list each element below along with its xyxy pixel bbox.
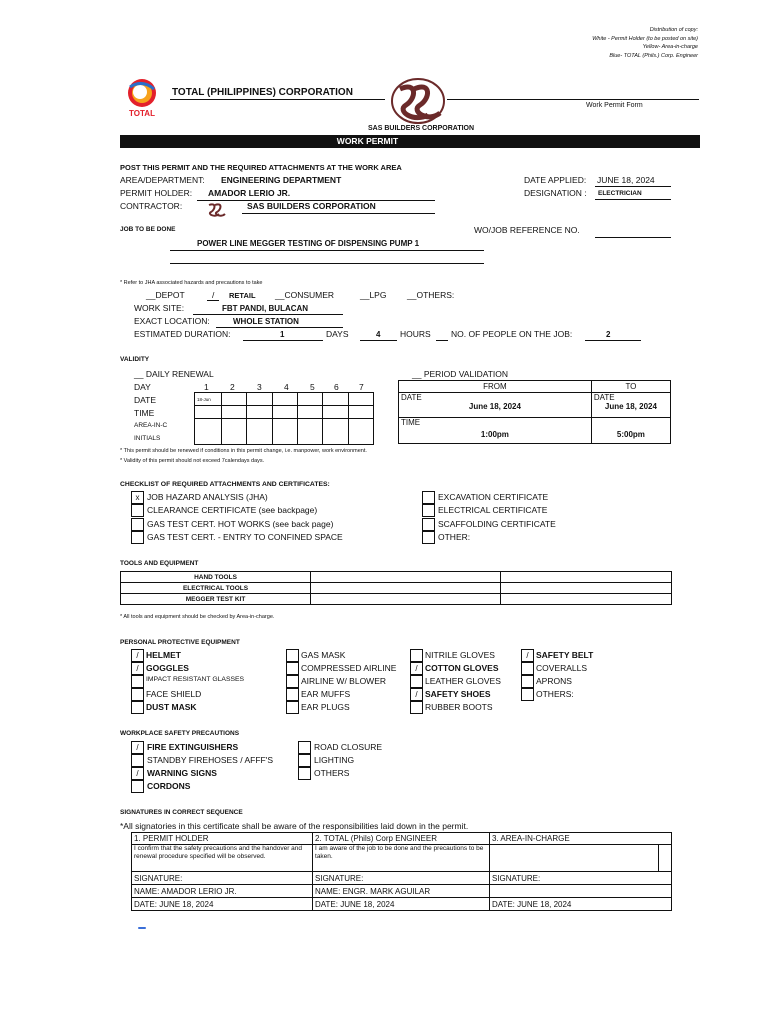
hours-label: HOURS: [400, 329, 431, 339]
days-label: DAYS: [326, 329, 349, 339]
sig-col1-head: 1. PERMIT HOLDER: [132, 833, 313, 845]
checkbox-label: EAR PLUGS: [301, 702, 350, 712]
sig-col1-name: NAME: AMADOR LERIO JR.: [132, 885, 313, 898]
checkbox-label: DUST MASK: [146, 702, 197, 712]
checkbox[interactable]: [131, 780, 144, 793]
day-cell[interactable]: [222, 393, 247, 406]
checkbox-label: OTHER:: [438, 531, 471, 542]
contractor-label: CONTRACTOR:: [120, 201, 183, 211]
checkbox-label: SAFETY BELT: [536, 650, 594, 660]
from-time: 1:00pm: [480, 430, 509, 439]
date-applied-label: DATE APPLIED:: [524, 175, 587, 185]
checkbox[interactable]: [286, 688, 299, 701]
daily-renewal: __ DAILY RENEWAL: [134, 369, 214, 379]
period-table: [398, 380, 671, 444]
checkbox[interactable]: [131, 518, 144, 531]
work-site-label: WORK SITE:: [134, 303, 185, 313]
checkbox[interactable]: [286, 701, 299, 714]
tools-table: [120, 571, 672, 605]
checkbox[interactable]: [422, 504, 435, 517]
checkbox-label: COMPRESSED AIRLINE: [301, 663, 397, 673]
sig-col2-name: NAME: ENGR. MARK AGUILAR: [313, 885, 490, 898]
sas-logo: [388, 77, 448, 125]
checkbox[interactable]: /: [131, 767, 144, 780]
ppe-title: PERSONAL PROTECTIVE EQUIPMENT: [120, 639, 240, 646]
others-option: __OTHERS:: [407, 290, 455, 300]
checkbox-label: NITRILE GLOVES: [425, 650, 495, 660]
designation-label: DESIGNATION :: [524, 188, 587, 198]
duration-days: 1: [280, 330, 285, 339]
exact-location-value: WHOLE STATION: [233, 317, 299, 326]
day-cell[interactable]: [247, 393, 272, 406]
checkbox-label: EAR MUFFS: [301, 689, 351, 699]
checkbox-label: OTHERS:: [536, 689, 574, 699]
checkbox[interactable]: /: [131, 649, 144, 662]
area-value: ENGINEERING DEPARTMENT: [221, 175, 342, 185]
retail-option: RETAIL: [229, 291, 256, 300]
row-date: DATE: [134, 395, 157, 405]
day-num: 2: [230, 382, 235, 392]
day-cell[interactable]: [297, 393, 322, 406]
sig-col1-text: I confirm that the safety precautions and the handover and renewal procedure specified will be observed.: [132, 845, 313, 872]
checkbox-label: ROAD CLOSURE: [314, 742, 383, 752]
to-label: TO: [591, 381, 670, 393]
checkbox[interactable]: [422, 531, 435, 544]
checkbox-label: COVERALLS: [536, 663, 588, 673]
retail-mark: /: [212, 290, 215, 300]
workplace-title: WORKPLACE SAFETY PRECAUTIONS: [120, 730, 240, 737]
title-bar: [120, 135, 700, 148]
checkbox[interactable]: [410, 649, 423, 662]
sig-col1-signature[interactable]: SIGNATURE:: [132, 872, 313, 885]
day-num: 3: [257, 382, 262, 392]
checkbox-label: GAS TEST CERT. - ENTRY TO CONFINED SPACE: [147, 531, 343, 542]
checkbox-label: AIRLINE W/ BLOWER: [301, 676, 387, 686]
checkbox-label: IMPACT RESISTANT GLASSES: [146, 676, 245, 683]
checkbox[interactable]: [298, 741, 311, 754]
checkbox[interactable]: [410, 675, 423, 688]
contractor-mini-logo: [205, 202, 229, 220]
row-day: DAY: [134, 382, 151, 392]
dist-line: White - Permit Holder (to be posted on site): [592, 35, 698, 42]
checkbox[interactable]: [286, 662, 299, 675]
day-num: 7: [359, 382, 364, 392]
total-logo-text: TOTAL: [129, 109, 155, 118]
day-cell[interactable]: [348, 393, 373, 406]
job-label: JOB TO BE DONE: [120, 226, 176, 233]
checkbox-label: FACE SHIELD: [146, 689, 202, 699]
distribution-note: [592, 26, 698, 60]
to-date: June 18, 2024: [604, 402, 657, 411]
duration-label: ESTIMATED DURATION:: [134, 329, 231, 339]
checkbox-label: EXCAVATION CERTIFICATE: [438, 492, 549, 502]
checkbox-label: GOGGLES: [146, 663, 189, 673]
dist-line: Blue- TOTAL (Phils.) Corp. Engineer: [609, 52, 698, 59]
checkbox-label: SAFETY SHOES: [425, 689, 491, 699]
checkbox[interactable]: [131, 688, 144, 701]
checkbox-label: HELMET: [146, 650, 181, 660]
checkbox[interactable]: [521, 675, 534, 688]
exact-location-label: EXACT LOCATION:: [134, 316, 210, 326]
day-cell[interactable]: [272, 393, 297, 406]
checkbox-label: FIRE EXTINGUISHERS: [147, 742, 239, 752]
checklist-title: CHECKLIST OF REQUIRED ATTACHMENTS AND CERTIFICATES:: [120, 481, 330, 488]
checkbox[interactable]: [298, 767, 311, 780]
checkbox[interactable]: [298, 754, 311, 767]
from-date-label: DATE: [401, 393, 422, 402]
dist-line: Distribution of copy:: [649, 27, 698, 33]
checkbox-label: CORDONS: [147, 781, 191, 791]
checkbox[interactable]: [131, 531, 144, 544]
post-notice: POST THIS PERMIT AND THE REQUIRED ATTACHMENTS AT THE WORK AREA: [120, 163, 402, 172]
consumer-option: __CONSUMER: [275, 290, 335, 300]
sig-col2-date: DATE: JUNE 18, 2024: [313, 898, 490, 911]
checkbox-label: APRONS: [536, 676, 572, 686]
checkbox-label: RUBBER BOOTS: [425, 702, 493, 712]
checkbox[interactable]: [422, 491, 435, 504]
tool-row-label: ELECTRICAL TOOLS: [121, 583, 311, 594]
tools-title: TOOLS AND EQUIPMENT: [120, 560, 199, 567]
checkbox-label: SCAFFOLDING CERTIFICATE: [438, 518, 556, 529]
checkbox[interactable]: /: [131, 741, 144, 754]
period-validation: __ PERIOD VALIDATION: [412, 369, 509, 379]
sig-col2-text: I am aware of the job to be done and the precautions to be taken.: [313, 845, 490, 872]
from-date: June 18, 2024: [468, 402, 521, 411]
sig-col1-date: DATE: JUNE 18, 2024: [132, 898, 313, 911]
holder-label: PERMIT HOLDER:: [120, 188, 193, 198]
page-title: WORK PERMIT: [336, 136, 399, 146]
checkbox[interactable]: /: [410, 662, 423, 675]
sig-col3-signature[interactable]: SIGNATURE:: [489, 872, 671, 885]
tool-row-label: MEGGER TEST KIT: [121, 594, 311, 605]
duration-hours: 4: [376, 330, 381, 339]
from-time-label: TIME: [401, 418, 421, 427]
sig-col2-signature[interactable]: SIGNATURE:: [313, 872, 490, 885]
checkbox[interactable]: [286, 649, 299, 662]
day-num: 1: [204, 382, 209, 392]
checkbox[interactable]: x: [131, 491, 144, 504]
checkbox-label: GAS TEST CERT. HOT WORKS (see back page): [147, 518, 334, 529]
checkbox-label: OTHERS: [314, 768, 350, 778]
validity-title: VALIDITY: [120, 356, 150, 363]
row-time: TIME: [134, 408, 155, 418]
checkbox-label: COTTON GLOVES: [425, 663, 499, 673]
validity-note: * Validity of this permit should not exceed 7calendays days.: [120, 458, 265, 464]
day-num: 4: [284, 382, 289, 392]
total-logo: [124, 77, 160, 117]
day-num: 6: [334, 382, 339, 392]
checkbox[interactable]: [521, 662, 534, 675]
depot-option: __DEPOT: [146, 290, 185, 300]
checkbox-label: ELECTRICAL CERTIFICATE: [438, 505, 548, 516]
designation-value: ELECTRICIAN: [598, 190, 642, 197]
area-label: AREA/DEPARTMENT:: [120, 175, 205, 185]
row-area: AREA-IN-C: [134, 422, 168, 429]
wo-label: WO/JOB REFERENCE NO.: [474, 225, 580, 235]
checkbox[interactable]: [286, 675, 299, 688]
validity-day-grid: [194, 392, 374, 445]
checkbox-label: LEATHER GLOVES: [425, 676, 501, 686]
checkbox-label: CLEARANCE CERTIFICATE (see backpage): [147, 505, 318, 516]
checkbox[interactable]: /: [410, 688, 423, 701]
checkbox-label: LIGHTING: [314, 755, 355, 765]
day-cell[interactable]: 18-Jun: [195, 393, 222, 406]
from-label: FROM: [399, 381, 592, 393]
tools-note: * All tools and equipment should be checked by Area-in-charge.: [120, 614, 275, 620]
sas-logo-text: SAS BUILDERS CORPORATION: [368, 125, 475, 132]
day-num: 5: [310, 382, 315, 392]
row-initials: INITIALS: [134, 435, 161, 442]
checkbox-label: GAS MASK: [301, 650, 346, 660]
checkbox[interactable]: /: [131, 662, 144, 675]
tool-row-label: HAND TOOLS: [121, 572, 311, 583]
signatures-note: *All signatories in this certificate shall be aware of the responsibilities laid down in the permit.: [120, 821, 469, 831]
checkbox[interactable]: [131, 701, 144, 714]
form-name: Work Permit Form: [586, 102, 643, 109]
date-applied-value: JUNE 18, 2024: [597, 175, 655, 185]
company-name: TOTAL (PHILIPPINES) CORPORATION: [172, 87, 353, 98]
checkbox[interactable]: [131, 675, 144, 688]
checkbox[interactable]: [422, 518, 435, 531]
people-value: 2: [606, 330, 611, 339]
blue-mark: [138, 927, 146, 929]
validity-note: * This permit should be renewed if conditions in this permit change, i.e. manpower, work environment.: [120, 448, 367, 454]
work-site-value: FBT PANDI, BULACAN: [222, 304, 309, 313]
contractor-value: SAS BUILDERS CORPORATION: [247, 201, 376, 211]
job-value: POWER LINE MEGGER TESTING OF DISPENSING PUMP 1: [197, 239, 420, 248]
checkbox-label: WARNING SIGNS: [147, 768, 217, 778]
signatures-table: [131, 832, 672, 911]
checkbox[interactable]: [131, 754, 144, 767]
to-time: 5:00pm: [616, 430, 645, 439]
day-cell[interactable]: [323, 393, 348, 406]
signatures-title: SIGNATURES IN CORRECT SEQUENCE: [120, 809, 243, 816]
checkbox[interactable]: [131, 504, 144, 517]
dist-line: Yellow- Area-in-charge: [642, 44, 698, 50]
holder-value: AMADOR LERIO JR.: [208, 188, 291, 198]
checkbox[interactable]: [521, 688, 534, 701]
checkbox[interactable]: /: [521, 649, 534, 662]
lpg-option: __LPG: [360, 290, 387, 300]
sig-col3-head: 3. AREA-IN-CHARGE: [489, 833, 671, 845]
checkbox[interactable]: [410, 701, 423, 714]
checkbox-label: JOB HAZARD ANALYSIS (JHA): [147, 492, 268, 502]
sig-col2-head: 2. TOTAL (Phils) Corp ENGINEER: [313, 833, 490, 845]
to-date-label: DATE: [593, 393, 615, 402]
sig-col3-date: DATE: JUNE 18, 2024: [489, 898, 671, 911]
jha-note: * Refer to JHA associated hazards and precautions to take: [120, 280, 263, 286]
people-label: NO. OF PEOPLE ON THE JOB:: [451, 329, 573, 339]
checkbox-label: STANDBY FIREHOSES / AFFF'S: [147, 755, 273, 765]
